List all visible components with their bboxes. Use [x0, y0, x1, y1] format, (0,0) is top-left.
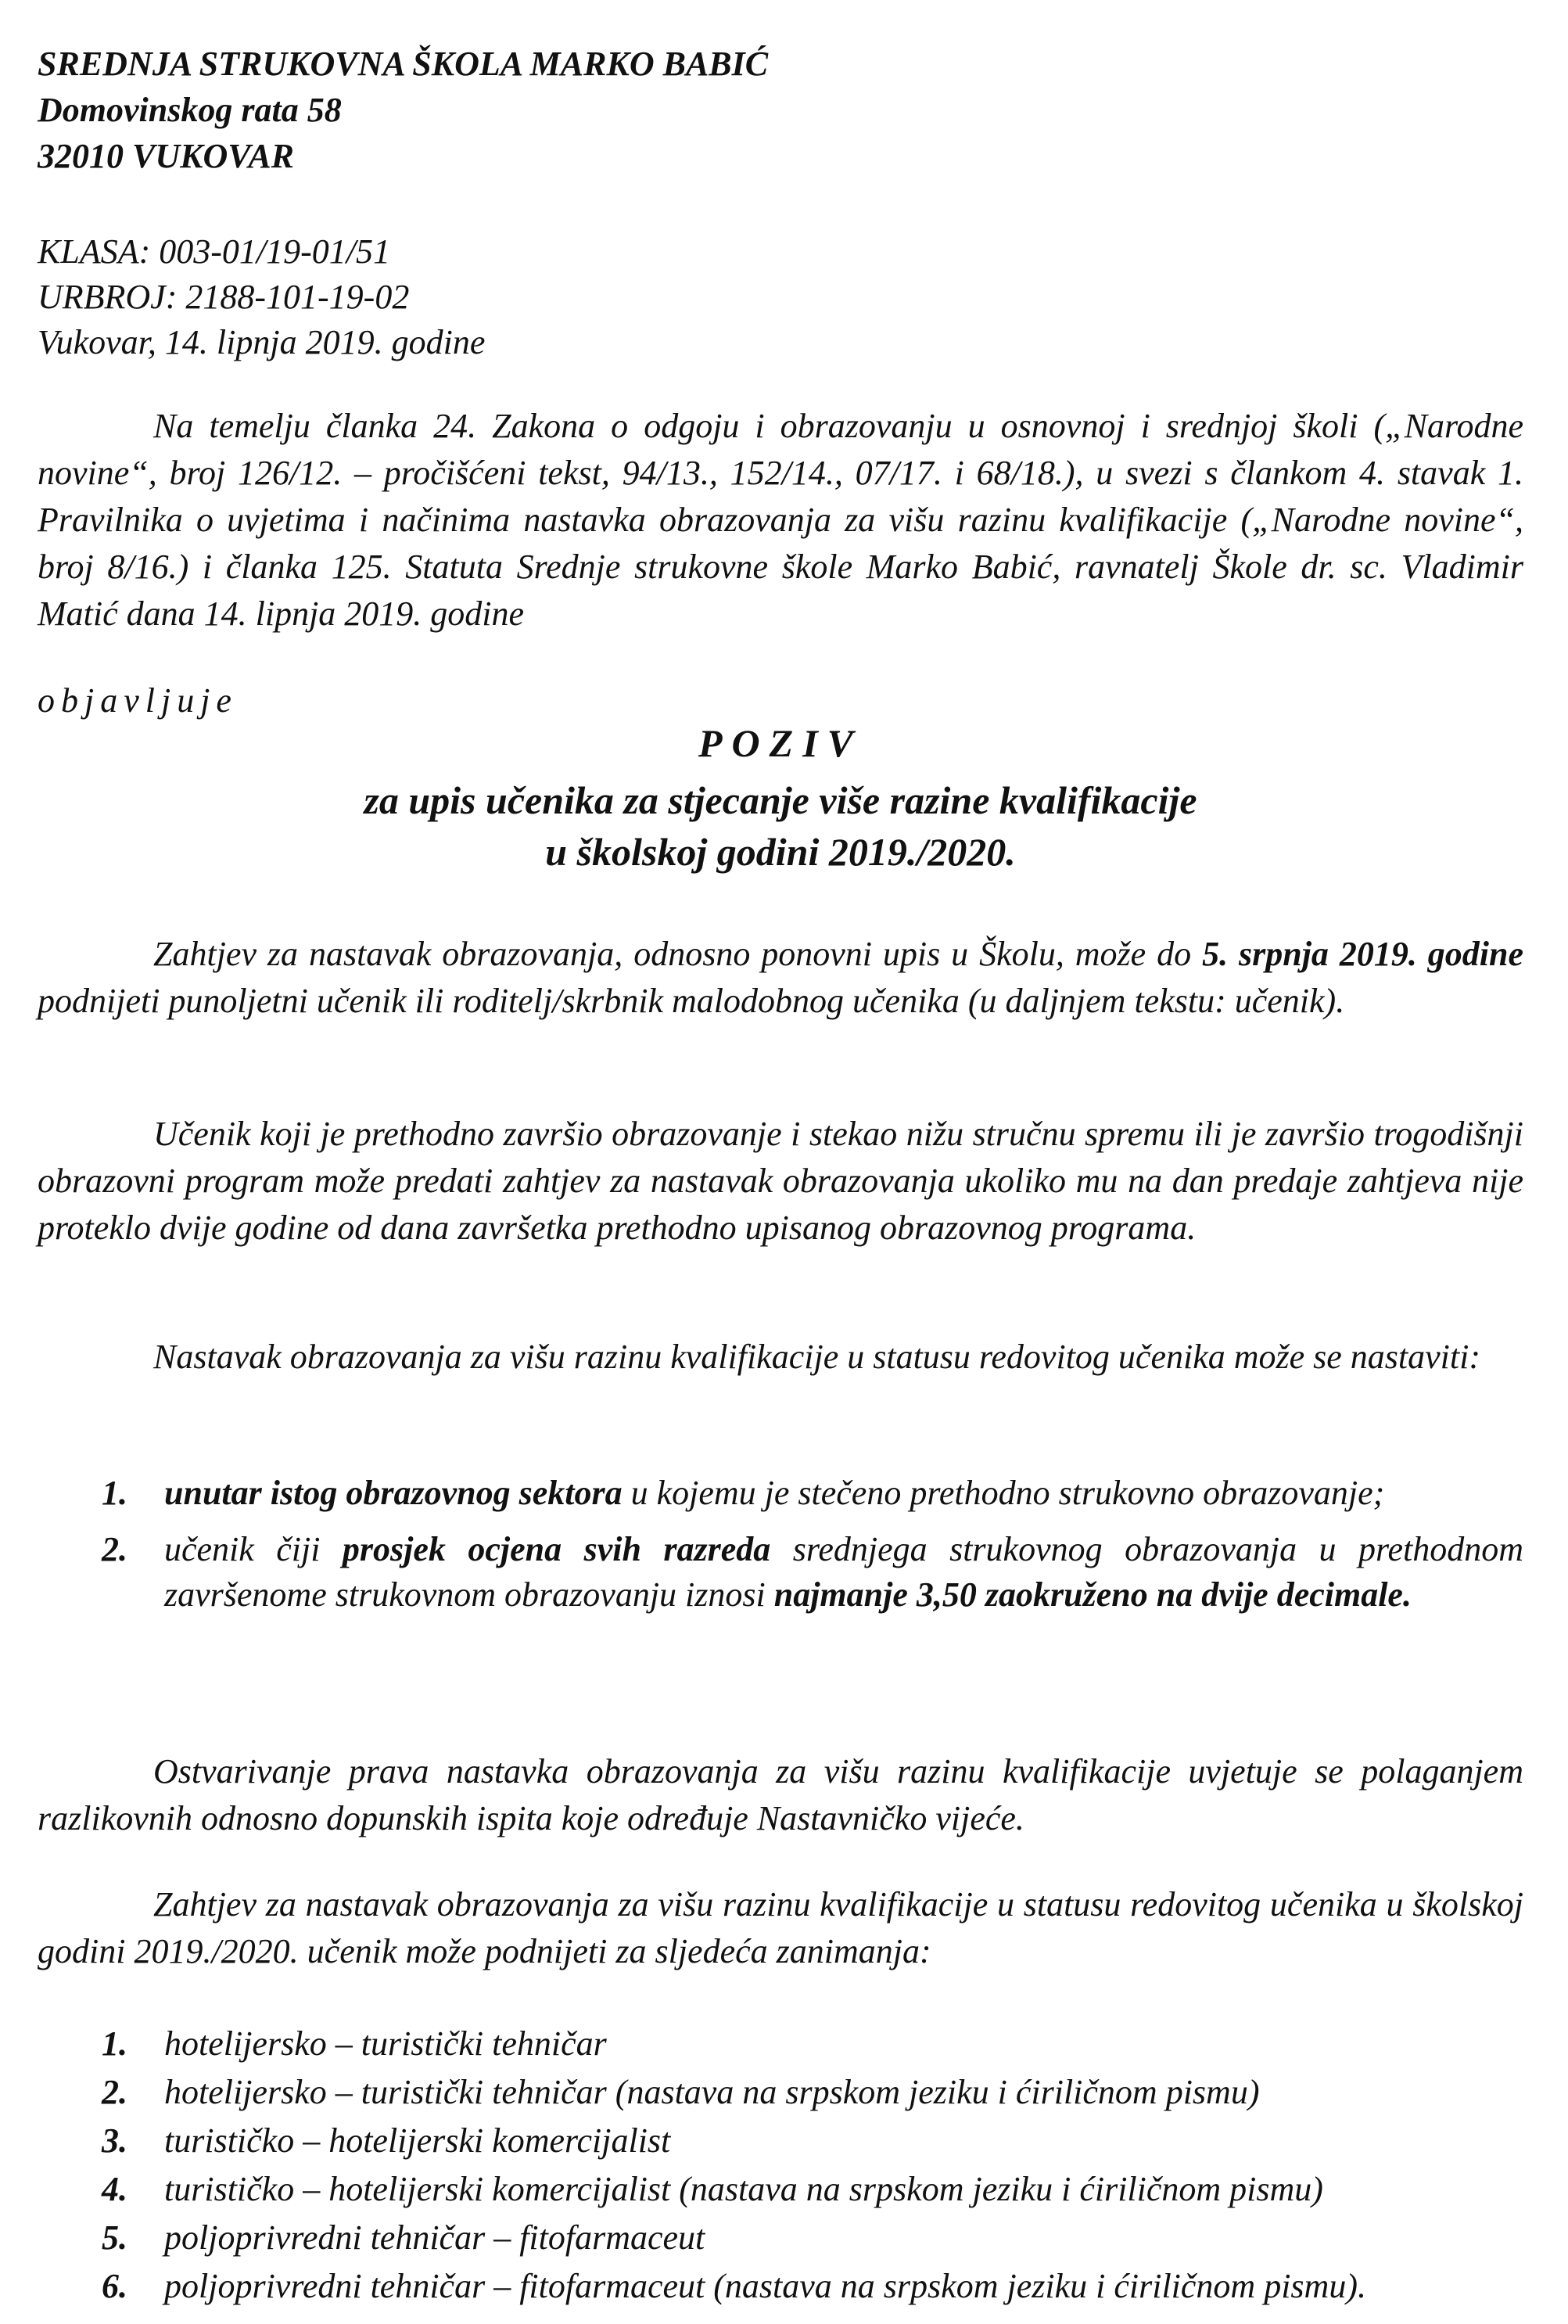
profession-text: hotelijersko – turistički tehničar — [164, 2024, 607, 2063]
document-references — [38, 229, 976, 365]
school-header — [38, 41, 976, 179]
intro-paragraph: Na temelju članka 24. Zakona o odgoju i obrazovanju u osnovnoj i srednjoj školi („Narodne novine“, broj 126/12. – pročišćeni tekst, 94/13., 152/14., 07/17. i 68/18.), u svezi s člankom 4. stavak 1. Pravilnika o uvjetima i načinima nastavka obrazovanja za višu razinu kvalifikacije („Narodne novine“, broj 8/16.) i članka 125. Statuta Srednje strukovne škole Marko Babić, ravnatelj Škole dr. sc. Vladimir Matić dana 14. lipnja 2019. godine — [38, 407, 1523, 633]
profession-item — [102, 2214, 1523, 2262]
announce-word: objavljuje — [38, 681, 238, 720]
paragraph-conditions-intro: Nastavak obrazovanja za višu razinu kvalifikacije u statusu redovitog učenika može se nastaviti: — [153, 1338, 1481, 1376]
profession-text: poljoprivredni tehničar – fitofarmaceut (nastava na srpskom jeziku i ćiriličnom pismu). — [164, 2267, 1366, 2305]
list-number: 5. — [102, 2218, 127, 2257]
list-number: 1. — [102, 1474, 127, 1512]
school-name: SREDNJA STRUKOVNA ŠKOLA MARKO BABIĆ — [38, 45, 769, 83]
profession-text: turističko – hotelijerski komercijalist — [164, 2121, 671, 2160]
condition-1-bold: unutar istog obrazovnog sektora — [164, 1474, 623, 1512]
professions-list — [102, 2020, 1523, 2311]
title-line-3: u školskoj godini 2019./2020. — [545, 830, 1016, 874]
paragraph-deadline-date: 5. srpnja 2019. godine — [1202, 935, 1523, 973]
condition-1-text: u kojemu je stečeno prethodno strukovno obrazovanje; — [622, 1474, 1385, 1512]
school-address: Domovinskog rata 58 — [38, 91, 342, 129]
profession-item — [102, 2165, 1523, 2214]
urbroj-number: URBROJ: 2188-101-19-02 — [38, 278, 410, 316]
title-line-2: za upis učenika za stjecanje više razine kvalifikacije — [364, 778, 1197, 822]
condition-2-bold: prosjek ocjena svih razreda — [342, 1530, 771, 1568]
profession-item — [102, 2020, 1523, 2068]
condition-2-before: učenik čiji — [164, 1530, 343, 1568]
paragraph-deadline-after: podnijeti punoljetni učenik ili roditelj/skrbnik malodobnog učenika (u daljnjem tekstu: učenik). — [38, 982, 1345, 1020]
list-number: 1. — [102, 2024, 127, 2063]
title-main: POZIV — [698, 721, 863, 765]
paragraph-deadline — [38, 931, 1523, 1025]
profession-text: poljoprivredni tehničar – fitofarmaceut — [164, 2218, 705, 2257]
profession-item — [102, 2117, 1523, 2165]
paragraph-deadline-before: Zahtjev za nastavak obrazovanja, odnosno ponovni upis u Školu, može do — [153, 935, 1203, 973]
klasa-number: KLASA: 003-01/19-01/51 — [38, 232, 390, 271]
list-number: 2. — [102, 2073, 127, 2111]
paragraph-exams: Ostvarivanje prava nastavka obrazovanja za višu razinu kvalifikacije uvjetuje se polaganjem razlikovnih odnosno dopunskih ispita koje određuje Nastavničko vijeće. — [38, 1752, 1523, 1837]
paragraph-professions-intro: Zahtjev za nastavak obrazovanja za višu razinu kvalifikacije u statusu redovitog učenika u školskoj godini 2019./2020. učenik može podnijeti za sljedeća zanimanja: — [38, 1885, 1523, 1970]
conditions-list — [102, 1471, 1523, 1629]
condition-item-2 — [102, 1527, 1523, 1618]
document-title — [38, 720, 1523, 878]
profession-item — [102, 2068, 1523, 2117]
list-number: 4. — [102, 2170, 127, 2208]
profession-text: hotelijersko – turistički tehničar (nastava na srpskom jeziku i ćiriličnom pismu) — [164, 2073, 1260, 2111]
school-city: 32010 VUKOVAR — [38, 137, 295, 175]
document-date: Vukovar, 14. lipnja 2019. godine — [38, 323, 486, 361]
paragraph-eligibility: Učenik koji je prethodno završio obrazovanje i stekao nižu stručnu spremu ili je završio trogodišnji obrazovni program može predati zahtjev za nastavak obrazovanja ukoliko mu na dan predaje zahtjeva nije proteklo dvije godine od dana završetka prethodno upisanog obrazovnog programa. — [38, 1115, 1523, 1247]
profession-text: turističko – hotelijerski komercijalist (nastava na srpskom jeziku i ćiriličnom pismu) — [164, 2170, 1323, 2208]
condition-2-middle: srednjega strukovnog obrazovanja u prethodnom završenome strukovnom obrazovanju iznosi — [164, 1530, 1523, 1614]
profession-item — [102, 2262, 1523, 2311]
condition-2-bold-2: najmanje 3,50 zaokruženo na dvije decimale. — [773, 1575, 1412, 1614]
list-number: 2. — [102, 1530, 127, 1568]
condition-item-1 — [102, 1471, 1523, 1516]
list-number: 6. — [102, 2267, 127, 2305]
list-number: 3. — [102, 2121, 127, 2160]
